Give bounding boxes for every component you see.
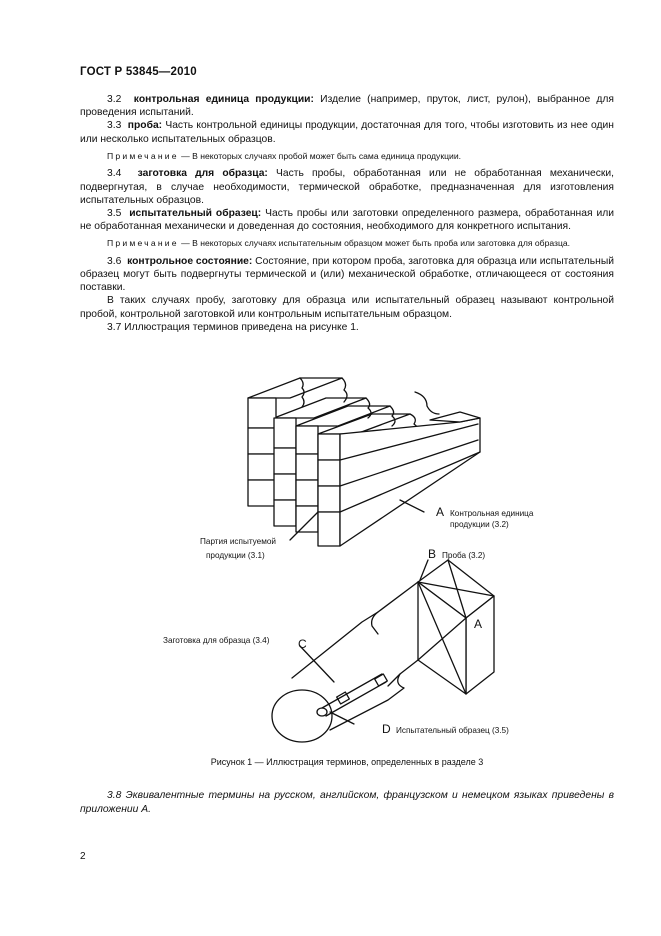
term-definition: Часть пробы или заготовки определенного размера, обработанная или не обработанная механически и доведенная до состояния, необходимого для конкретного испытания. <box>80 207 614 233</box>
term-definition: Состояние, при котором проба, заготовка для образца или испытательный образец могут быть подвергнуты термической и (или) механической обработке, отличающееся от состояния поставки. <box>80 255 614 294</box>
term-name: испытательный образец: <box>129 207 262 219</box>
term-number: 3.4 <box>107 168 122 180</box>
term-name: проба: <box>127 120 163 132</box>
batch-label-1: Партия испытуемой <box>200 537 276 546</box>
term-number: 3.2 <box>107 94 122 105</box>
note-text: — В некоторых случаях испытательным образцом может быть проба или заготовка для образца. <box>178 238 571 249</box>
note-text: — В некоторых случаях пробой может быть сама единица продукции. <box>178 150 462 161</box>
batch-stack-drawing <box>248 378 480 546</box>
note-label: Примечание <box>107 150 179 161</box>
term-definition: Часть пробы, обработанная или не обработанная механически, подвергнутая, в случае необходимости, термической обработке, предназначенная для изготовления испытательных образцов. <box>80 168 614 206</box>
sample-drawing <box>272 560 494 742</box>
term-name: заготовка для образца: <box>137 168 268 180</box>
term-name: контрольная единица продукции: <box>133 94 314 105</box>
letter-b-label: B <box>428 547 437 561</box>
term-number: 3.5 <box>107 207 122 219</box>
specimen-label: Испытательный образец (3.5) <box>396 726 509 735</box>
paragraph-3-8: 3.8 Эквивалентные термины на русском, английском, французском и немецком языках приведены в приложении А. <box>80 790 614 815</box>
letter-a2-label: A <box>474 617 483 631</box>
term-name: контрольное состояние: <box>127 255 253 267</box>
figure-caption: Рисунок 1 — Иллюстрация терминов, определенных в разделе 3 <box>210 757 484 767</box>
term-number: 3.6 <box>107 255 122 267</box>
paragraph-3-6-continued: В таких случаях пробу, заготовку для образца или испытательный образец называют контрольной пробой, контрольной заготовкой или контрольным испытательным образцом. <box>80 295 614 320</box>
term-number: 3.3 <box>107 120 122 132</box>
note-label: Примечание <box>107 238 179 249</box>
term-definition: Часть контрольной единицы продукции, достаточная для того, чтобы изготовить из нее один или несколько испытательных образцов. <box>80 120 614 145</box>
control-unit-label-2: продукции (3.2) <box>450 520 509 529</box>
term-definition: Изделие (например, пруток, лист, рулон), выбранное для проведения испытаний. <box>80 94 614 119</box>
blank-label: Заготовка для образца (3.4) <box>163 636 270 645</box>
control-unit-label-1: Контрольная единица <box>450 509 534 518</box>
batch-label-2: продукции (3.1) <box>206 551 265 560</box>
page-number: 2 <box>80 851 86 862</box>
letter-a-label: A <box>436 505 445 519</box>
paragraph-3-7: 3.7 Иллюстрация терминов приведена на рисунке 1. <box>107 321 359 333</box>
letter-c-label: C <box>298 637 307 651</box>
sample-label: Проба (3.2) <box>442 551 486 560</box>
letter-d-label: D <box>382 722 391 736</box>
document-header: ГОСТ Р 53845—2010 <box>80 66 197 78</box>
